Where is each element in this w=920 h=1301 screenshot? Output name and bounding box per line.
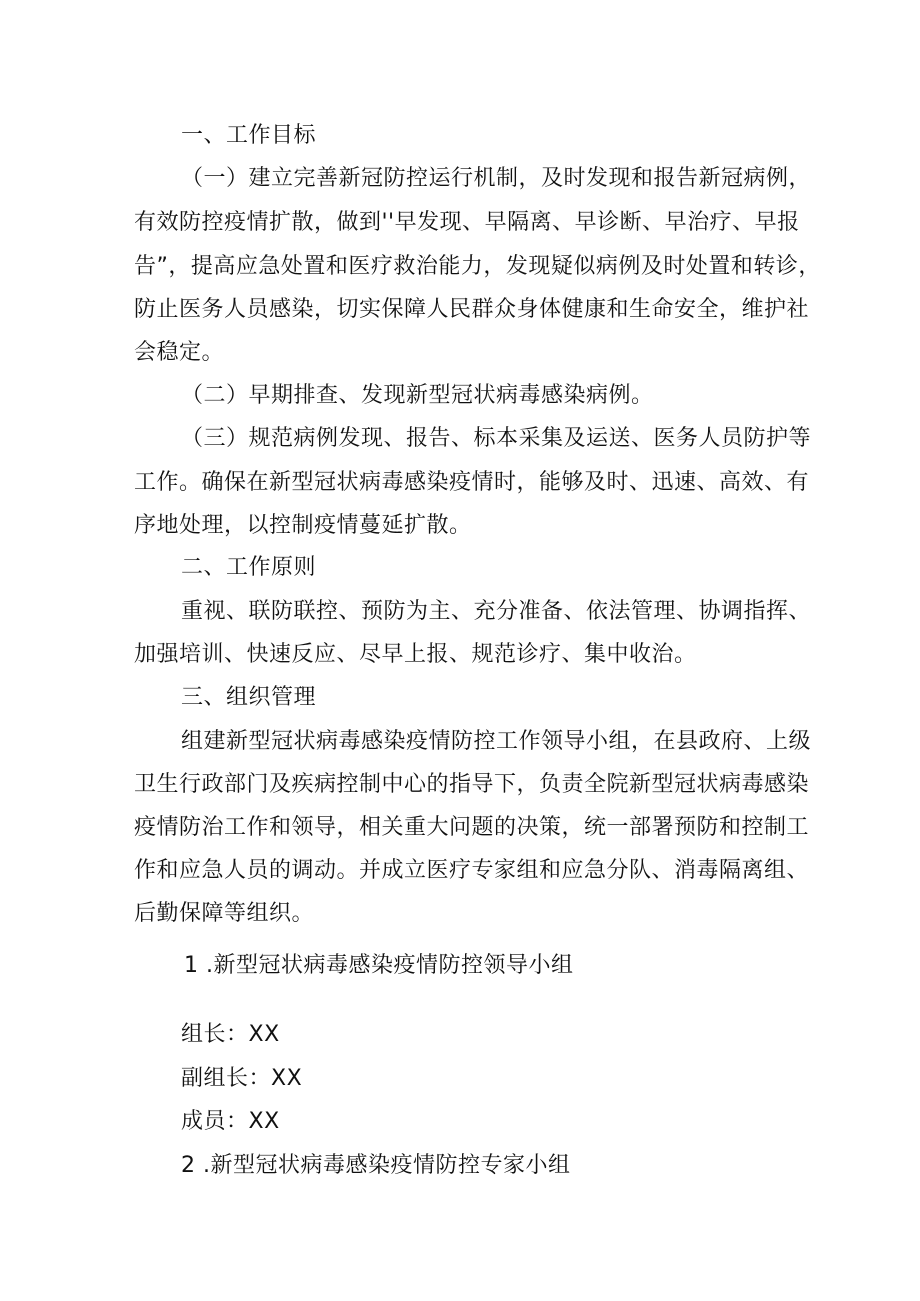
organization-line-2: 卫生行政部门及疾病控制中心的指导下，负责全院新型冠状病毒感染 (134, 772, 810, 797)
goal-2: （二）早期排查、发现新型冠状病毒感染病例。 (181, 383, 654, 408)
organization-line-1: 组建新型冠状病毒感染疫情防控工作领导小组，在县政府、上级 (181, 729, 812, 754)
expert-group-heading: 2 .新型冠状病毒感染疫情防控专家小组 (181, 1153, 571, 1178)
principles-line-1: 重视、联防联控、预防为主、充分准备、依法管理、协调指挥、 (181, 599, 812, 624)
leadership-group-heading: 1 .新型冠状病毒感染疫情防控领导小组 (184, 953, 574, 978)
group-members: 成员：XX (181, 1109, 280, 1134)
goal-1-line-4: 防止医务人员感染，切实保障人民群众身体健康和生命安全，维护社 (134, 297, 810, 322)
goal-1-line-2: 有效防控疫情扩散，做到''早发现、早隔离、早诊断、早治疗、早报 (134, 210, 800, 235)
goal-1-line-3: 告”，提高应急处置和医疗救治能力，发现疑似病例及时处置和转诊， (134, 254, 821, 279)
group-leader: 组长：XX (181, 1022, 280, 1047)
heading-organization: 三、组织管理 (181, 685, 317, 710)
goal-1-line-1: （一）建立完善新冠防控运行机制，及时发现和报告新冠病例， (181, 166, 812, 191)
heading-work-principles: 二、工作原则 (181, 555, 317, 580)
organization-line-5: 后勤保障等组织。 (134, 901, 315, 926)
goal-3-line-1: （三）规范病例发现、报告、标本采集及运送、医务人员防护等 (181, 426, 812, 451)
principles-line-2: 加强培训、快速反应、尽早上报、规范诊疗、集中收治。 (134, 642, 697, 667)
organization-line-3: 疫情防治工作和领导，相关重大问题的决策，统一部署预防和控制工 (134, 815, 810, 840)
organization-line-4: 作和应急人员的调动。并成立医疗专家组和应急分队、消毒隔离组、 (134, 858, 810, 883)
deputy-group-leader: 副组长：XX (181, 1066, 303, 1091)
goal-3-line-3: 序地处理，以控制疫情蔓延扩散。 (134, 513, 472, 538)
goal-1-line-5: 会稳定。 (134, 340, 225, 365)
heading-work-goals: 一、工作目标 (181, 123, 317, 148)
goal-3-line-2: 工作。确保在新型冠状病毒感染疫情时，能够及时、迅速、高效、有 (134, 470, 810, 495)
